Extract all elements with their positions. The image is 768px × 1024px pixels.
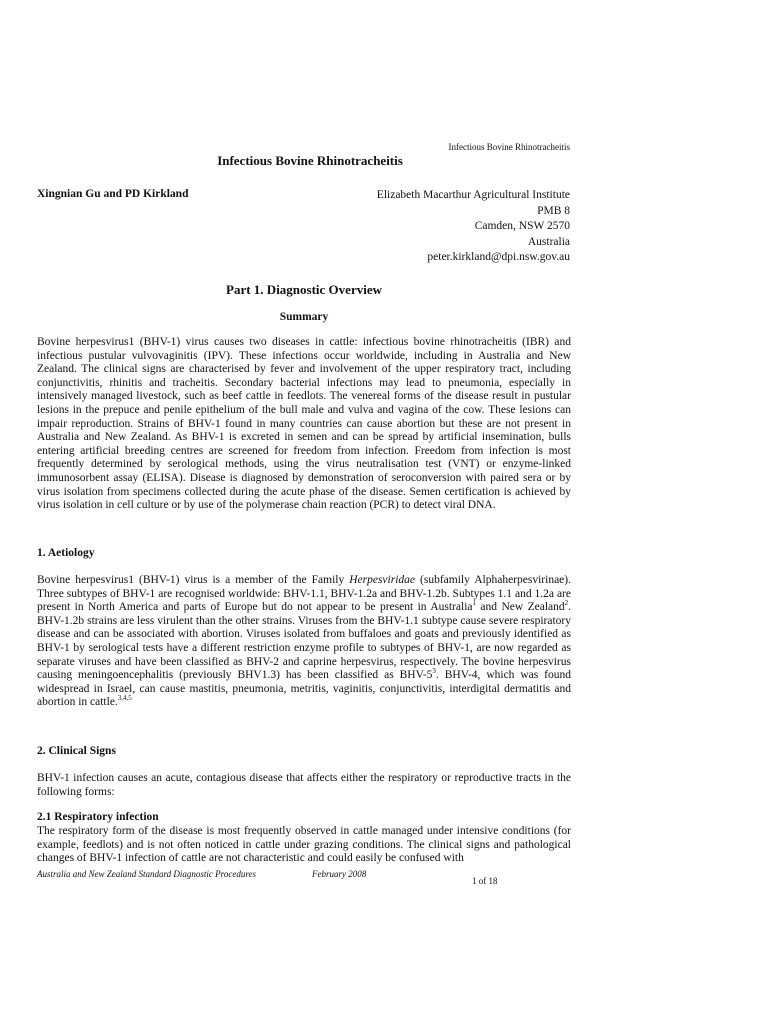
reference-marker: 2 [564, 599, 569, 608]
aetiology-text: and New Zealand [476, 601, 565, 614]
respiratory-paragraph: The respiratory form of the disease is most frequently observed in cattle managed under intensive conditions (for example, feedlots) and is not often noticed in cattle under grazing conditions. The clinical signs and pathological changes of BHV-1 infection of cattle are not characteristic and could easily be confused with [37, 825, 571, 865]
aetiology-text: (subfamily Alphaherpesvirinae). Three subtypes of BHV-1 are recognised worldwide: BHV-1.1, BHV-1.2a and BHV-1.2b. Subtypes 1.1 and 1.2a are present in North America and parts of Europe but do not appear to be present in Australia [37, 574, 571, 614]
family-name: Herpesviridae [349, 574, 416, 586]
affiliation-address-line: PMB 8 [537, 204, 570, 217]
affiliation-block [377, 188, 570, 266]
affiliation-address-line: Australia [527, 235, 570, 248]
running-header: Infectious Bovine Rhinotracheitis [448, 142, 570, 152]
section-heading-clinical-signs: 2. Clinical Signs [37, 745, 116, 757]
subsection-heading-respiratory: 2.1 Respiratory infection [37, 811, 159, 823]
authors: Xingnian Gu and PD Kirkland [37, 188, 189, 200]
document-title: Infectious Bovine Rhinotracheitis [217, 153, 403, 168]
part-title: Part 1. Diagnostic Overview [226, 282, 382, 297]
aetiology-text: . BHV-4, which was found widespread in Israel, can cause mastitis, pneumonia, metritis, vaginitis, conjunctivitis, interdigital dermatitis and abortion in cattle. [37, 669, 571, 709]
reference-marker: 1 [472, 599, 476, 608]
clinical-intro-paragraph: BHV-1 infection causes an acute, contagious disease that affects either the respiratory or reproductive tracts in the following forms: [37, 772, 571, 798]
summary-paragraph: Bovine herpesvirus1 (BHV-1) virus causes two diseases in cattle: infectious bovine rhinotracheitis (IBR) and infectious pustular vulvovaginitis (IPV). These infections occur worldwide, including in Australia and New Zealand. The clinical signs are characterised by fever and involvement of the upper respiratory tract, including conjunctivitis, rhinitis and tracheitis. Secondary bacterial infections may lead to pneumonia, especially in intensively managed livestock, such as beef cattle in feedlots. The venereal forms of the disease result in pustular lesions in the prepuce and penile epithelium of the bull male and vulva and vagina of the cow. These lesions can impair reproduction. Strains of BHV-1 found in many countries can cause abortion but these are not present in Australia and New Zealand. As BHV-1 is excreted in semen and can be spread by artificial insemination, bulls entering artificial breeding centres are screened for freedom from infection. Freedom from infection is most frequently determined by serological methods, using the virus neutralisation test (VNT) or enzyme-linked immunosorbent assay (ELISA). Disease is diagnosed by demonstration of seroconversion with paired sera or by virus isolation from specimens collected during the acute phase of the disease. Semen certification is achieved by virus isolation in cell culture or by use of the polymerase chain reaction (PCR) to detect viral DNA. [37, 336, 571, 512]
footer-publication: Australia and New Zealand Standard Diagnostic Procedures [37, 869, 256, 879]
contact-email[interactable]: peter.kirkland@dpi.nsw.gov.au [427, 251, 570, 263]
page-number: 1 of 18 [472, 876, 498, 886]
footer-date: February 2008 [312, 869, 367, 879]
aetiology-text: . BHV-1.2b strains are less virulent than the other strains. Viruses from the BHV-1.1 subtype cause severe respiratory disease and can be associated with abortion. Viruses isolated from buffaloes and goats and previously identified as BHV-1 by serological tests have a different restriction enzyme profile to subtypes of BHV-1, are now regarded as separate viruses and have been classified as BHV-2 and caprine herpesvirus, respectively. The bovine herpesvirus causing meningoencephalitis (previously BHV1.3) has been classified as BHV-5 [37, 601, 572, 682]
section-heading-aetiology: 1. Aetiology [37, 547, 95, 559]
summary-heading: Summary [279, 311, 329, 323]
aetiology-paragraph [37, 574, 571, 710]
affiliation-institute: Elizabeth Macarthur Agricultural Institute [376, 189, 570, 201]
affiliation-address-line: Camden, NSW 2570 [474, 220, 570, 232]
aetiology-text: Bovine herpesvirus1 (BHV-1) virus is a member of the Family [37, 574, 350, 586]
reference-marker: 3,4,5 [117, 694, 132, 703]
reference-marker: 3 [432, 667, 436, 676]
